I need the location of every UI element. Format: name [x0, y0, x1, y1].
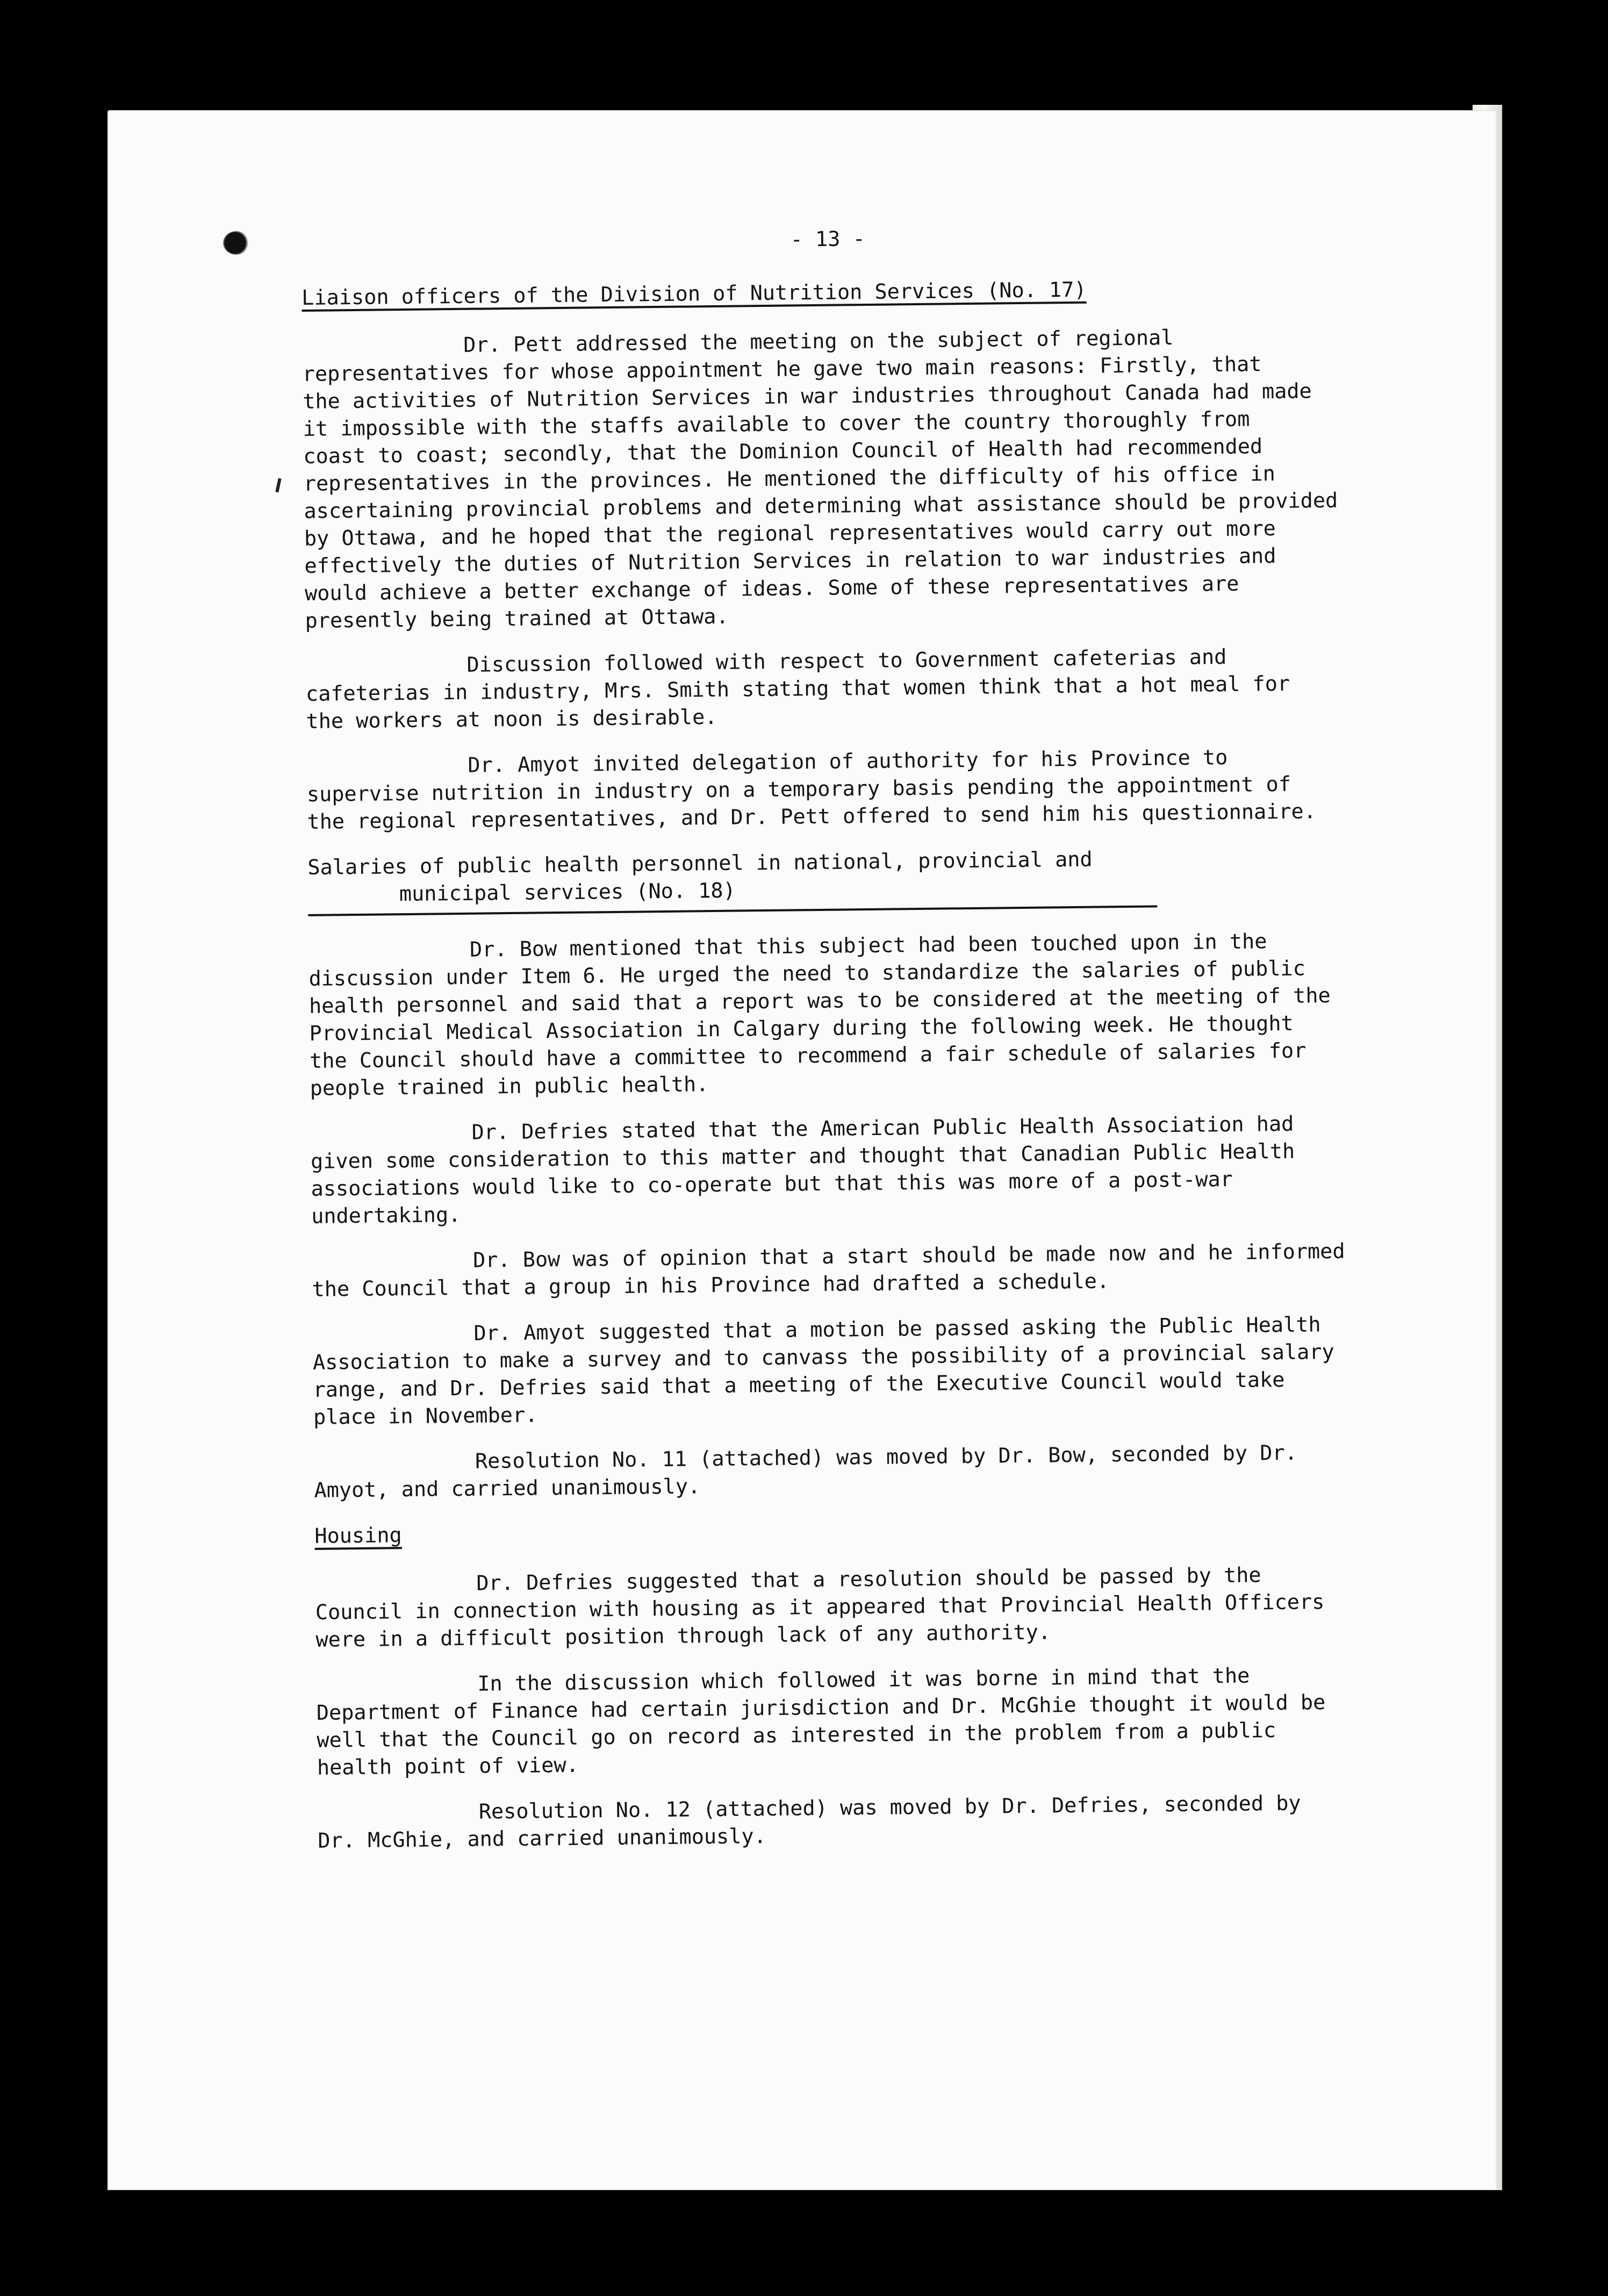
section-heading-line: Salaries of public health personnel in national, provincial and: [307, 847, 1093, 880]
paragraph: Dr. Pett addressed the meeting on the subject of regional representatives for whose appointment he gave two main reasons: Firstly, that the activities of Nutrition Services in war industries throughout Canada had made it impossible with the staffs available to cover the country thoroughly from coast to coast; secondly, that the Dominion Council of Health had recommended representatives in the provinces. He mentioned the difficulty of his office in ascertaining provincial problems and determining what assistance should be provided by Ottawa, and he hoped that the regional representatives would carry out more effectively the duties of Nutrition Services in relation to war industries and would achieve a better exchange of ideas. Some of these representatives are presently being trained at Ottawa.: [302, 326, 1338, 633]
section-heading: Housing: [314, 1523, 402, 1548]
paragraph: Dr. Bow mentioned that this subject had been touched upon in the discussion under Item 6. He urged the need to standardize the salaries of public health personnel and said that a report was to be considered at the meeting of the Provincial Medical Association in Calgary during the following week. He thought the Council should have a committee to recommend a fair schedule of salaries for people trained in public health.: [308, 929, 1331, 1101]
paragraph: Dr. Amyot suggested that a motion be passed asking the Public Health Association to make a survey and to canvass the possibility of a provincial salary range, and Dr. Defries said that a meeting of the Executive Council would take place in November.: [312, 1312, 1334, 1430]
paragraph: Discussion followed with respect to Government cafeterias and cafeterias in industry, Mrs. Smith stating that women think that a hot meal for the workers at noon is desirable.: [305, 645, 1290, 734]
section-liaison-officers: [302, 272, 1425, 836]
paragraph: In the discussion which followed it was borne in mind that the Department of Finance had certain jurisdiction and Dr. McGhie thought it would be well that the Council go on record as interested in the problem from a public health point of view.: [316, 1663, 1326, 1780]
paragraph: Dr. Amyot invited delegation of authority for his Province to supervise nutrition in industry on a temporary basis pending the appointment of the regional representatives, and Dr. Pett offered to send him his questionnaire.: [306, 745, 1317, 834]
section-housing: [314, 1511, 1435, 1855]
paragraph: Dr. Defries suggested that a resolution should be passed by the Council in connection with housing as it appeared that Provincial Health Officers were in a difficult position through lack of any authority.: [315, 1563, 1325, 1652]
section-salaries: [307, 842, 1432, 1504]
page-number: - 13 -: [790, 227, 865, 252]
paragraph: Dr. Bow was of opinion that a start should be made now and he informed the Council that a group in his Province had drafted a schedule.: [312, 1239, 1345, 1302]
paragraph: Resolution No. 11 (attached) was moved by Dr. Bow, seconded by Dr. Amyot, and carried unanimously.: [314, 1440, 1297, 1503]
paragraph: Dr. Defries stated that the American Public Health Association had given some consideration to this matter and thought that Canadian Public Health associations would like to co-operate but that this was more of a post-war undertaking.: [310, 1111, 1295, 1229]
section-heading-line: municipal services (No. 18): [399, 878, 736, 907]
paragraph: Resolution No. 12 (attached) was moved by Dr. Defries, seconded by Dr. McGhie, and carried unanimously.: [318, 1791, 1301, 1853]
document-content: [301, 219, 1436, 1873]
ink-blot-mark: [223, 231, 250, 255]
section-heading: [307, 842, 1426, 909]
section-heading: Liaison officers of the Division of Nutrition Services (No. 17): [302, 277, 1087, 310]
